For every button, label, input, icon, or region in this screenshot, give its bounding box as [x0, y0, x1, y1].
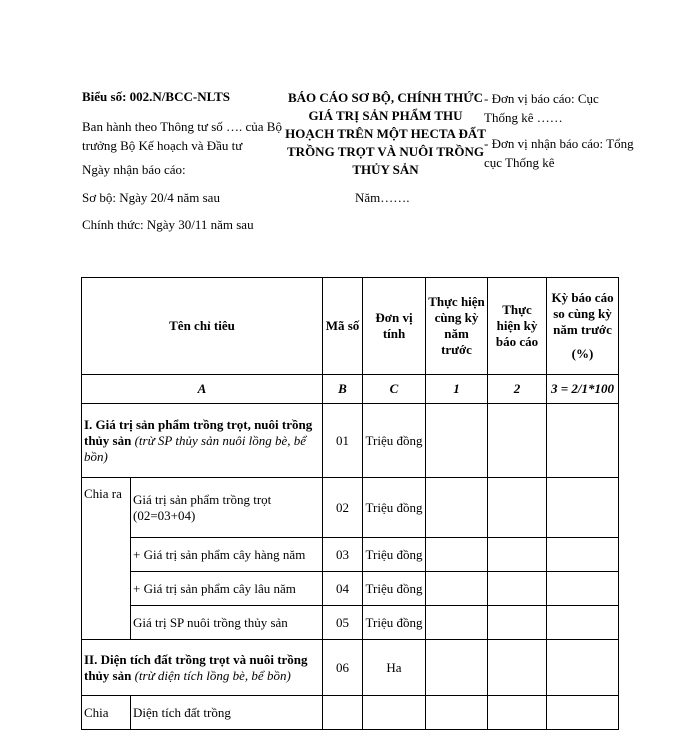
cell [426, 538, 488, 572]
cell [547, 696, 619, 730]
cell [426, 606, 488, 640]
sub-row-code: 04 [323, 572, 363, 606]
sub-row-unit: Triệu đồng [363, 478, 426, 538]
section2-unit: Ha [363, 640, 426, 696]
preliminary-deadline: Sơ bộ: Ngày 20/4 năm sau [82, 190, 220, 205]
report-title: BÁO CÁO SƠ BỘ, CHÍNH THỨC GIÁ TRỊ SẢN PHẨM THU HOẠCH TRÊN MỘT HECTA ĐẤT TRỒNG TRỌT VÀ NUÔI TRỒNG THỦY SẢN [285, 90, 486, 177]
received-date-label: Ngày nhận báo cáo: [82, 162, 186, 177]
cell [426, 640, 488, 696]
section1-code: 01 [323, 404, 363, 478]
header-unit: Đơn vị tính [363, 278, 426, 375]
of-which-label: Chia ra [82, 478, 131, 640]
header-ratio-unit: (%) [571, 346, 594, 361]
section1-val1 [426, 404, 488, 478]
section1-val3 [547, 404, 619, 478]
section1-val2 [488, 404, 547, 478]
cell [323, 696, 363, 730]
form-code: Biểu số: 002.N/BCC-NLTS [82, 89, 230, 104]
section1-note: (trừ SP thủy sản nuôi lồng bè, bể bồn) [84, 432, 307, 464]
cell [547, 572, 619, 606]
cell [488, 538, 547, 572]
index-a: A [82, 375, 323, 404]
receiving-unit: - Đơn vị nhận báo cáo: Tổng cục Thống kê [484, 136, 634, 170]
sub-row-label: + Giá trị sản phẩm cây lâu năm [131, 572, 323, 606]
index-3: 3 = 2/1*100 [547, 375, 619, 404]
index-b: B [323, 375, 363, 404]
cell [547, 538, 619, 572]
cell [488, 696, 547, 730]
sub-row-label: Giá trị sản phẩm trồng trọt (02=03+04) [131, 478, 323, 538]
section1-label [82, 404, 323, 478]
sub-row-code: 03 [323, 538, 363, 572]
cell [488, 606, 547, 640]
header-same-period: Thực hiện cùng kỳ năm trước [426, 278, 488, 375]
official-deadline: Chính thức: Ngày 30/11 năm sau [82, 217, 254, 232]
cell [488, 640, 547, 696]
sub-row-label: + Giá trị sản phẩm cây hàng năm [131, 538, 323, 572]
cell [488, 478, 547, 538]
header-ratio-label: Kỳ báo cáo so cùng kỳ năm trước [551, 290, 614, 337]
reporting-unit: - Đơn vị báo cáo: Cục Thống kê …… [484, 91, 599, 125]
sub-row-label-2: Diện tích đất trồng [131, 696, 323, 730]
cell [547, 640, 619, 696]
index-c: C [363, 375, 426, 404]
section2-code: 06 [323, 640, 363, 696]
cell [363, 696, 426, 730]
header-indicator: Tên chỉ tiêu [82, 278, 323, 375]
header-code: Mã số [323, 278, 363, 375]
cell [488, 572, 547, 606]
header-reporting-period: Thực hiện kỳ báo cáo [488, 278, 547, 375]
section2-label [82, 640, 323, 696]
report-table [81, 277, 619, 730]
section2-title: II. Diện tích đất trồng trọt và nuôi trồng thủy sản [84, 651, 308, 683]
cell [426, 696, 488, 730]
section1-unit: Triệu đồng [363, 404, 426, 478]
section1-title: I. Giá trị sản phẩm trồng trọt, nuôi trồng thủy sản [84, 416, 313, 448]
sub-row-unit: Triệu đồng [363, 572, 426, 606]
issued-by-text: Ban hành theo Thông tư số …. của Bộ trưởng Bộ Kế hoạch và Đầu tư [82, 119, 282, 153]
cell [426, 572, 488, 606]
report-year: Năm……. [355, 190, 410, 205]
sub-row-code: 02 [323, 478, 363, 538]
sub-row-unit: Triệu đồng [363, 606, 426, 640]
sub-row-label: Giá trị SP nuôi trồng thủy sản [131, 606, 323, 640]
sub-row-unit: Triệu đồng [363, 538, 426, 572]
index-2: 2 [488, 375, 547, 404]
sub-row-code: 05 [323, 606, 363, 640]
cell [547, 478, 619, 538]
header-ratio [547, 278, 619, 375]
of-which-label-2: Chia [82, 696, 131, 730]
cell [426, 478, 488, 538]
section2-note: (trừ diện tích lồng bè, bể bồn) [134, 667, 291, 683]
cell [547, 606, 619, 640]
index-1: 1 [426, 375, 488, 404]
